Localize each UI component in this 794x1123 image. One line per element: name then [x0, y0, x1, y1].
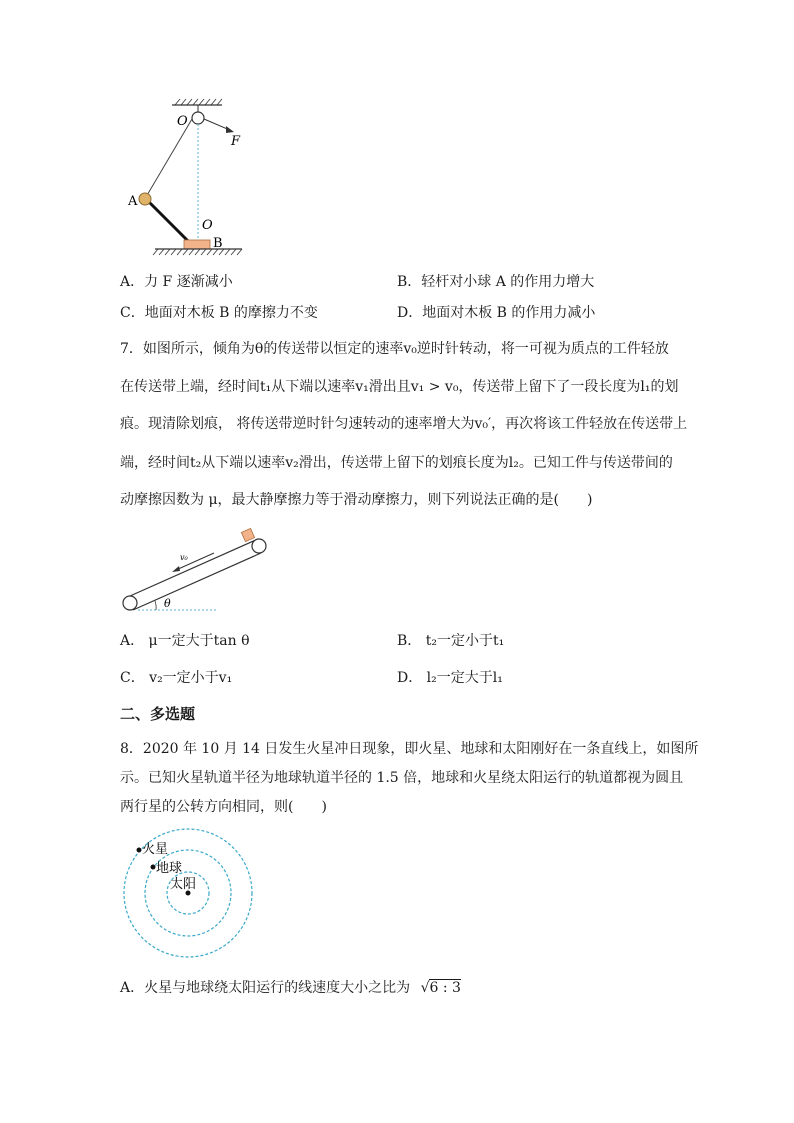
q8-line-2: 示。已知火星轨道半径为地球轨道半径的 1.5 倍，地球和火星绕太阳运行的轨道都视为圆且	[120, 770, 684, 786]
label-b: B	[213, 236, 223, 251]
q7-option-b: B． t₂一定小于t₁	[397, 633, 505, 649]
q7-line-3: 痕。现清除划痕， 将传送带逆时针匀速转动的速率增大为v₀′，再次将该工件轻放在传送带上	[120, 416, 688, 432]
mars-dot	[137, 848, 142, 853]
q6-option-a: A．力 F 逐渐减小	[120, 274, 233, 290]
q7-line-1: 7．如图所示，倾角为θ的传送带以恒定的速率v₀逆时针转动，将一可视为质点的工件轻放	[120, 341, 669, 357]
q6-option-d: D．地面对木板 B 的作用力减小	[397, 305, 596, 321]
q7-line-4: 端，经时间t₂从下端以速率v₂滑出，传送带上留下的划痕长度为l₂。已知工件与传送带间的	[120, 455, 673, 471]
label-o-mid: O	[202, 218, 213, 233]
label-a: A	[128, 194, 138, 209]
label-earth: 地球	[156, 861, 183, 876]
conveyor-belt-figure	[118, 528, 278, 616]
label-o-top: O	[177, 114, 188, 129]
label-f: F	[231, 134, 241, 149]
q8-line-1: 8．2020 年 10 月 14 日发生火星冲日现象，即火星、地球和太阳刚好在一条直线上，如图所	[120, 741, 699, 757]
label-theta: θ	[164, 597, 171, 610]
label-sun: 太阳	[170, 877, 197, 892]
q7-option-c: C． v₂一定小于v₁	[120, 670, 233, 686]
section-heading-multi-choice: 二、多选题	[120, 705, 196, 723]
earth-dot	[151, 865, 156, 870]
q7-option-d: D． l₂一定大于l₁	[397, 670, 503, 686]
q8-option-a-text: A．火星与地球绕太阳运行的线速度大小之比为	[120, 980, 411, 996]
q7-line-2: 在传送带上端，经时间t₁从下端以速率v₁滑出且v₁ > v₀，传送带上留下了一段长度为l₁的划	[120, 379, 679, 395]
q8-line-3: 两行星的公转方向相同，则( )	[120, 799, 327, 815]
orbits-figure	[120, 828, 260, 963]
q8-option-a	[120, 977, 461, 997]
sqrt-sign: √	[420, 980, 430, 996]
label-mars: 火星	[142, 842, 169, 857]
q6-option-b: B．轻杆对小球 A 的作用力增大	[397, 274, 595, 290]
q7-option-a: A． μ一定大于tan θ	[120, 633, 250, 649]
q8-option-a-math: 6 : 3	[429, 980, 461, 996]
q7-line-5: 动摩擦因数为 μ，最大静摩擦力等于滑动摩擦力，则下列说法正确的是( )	[120, 492, 593, 508]
q6-option-c: C．地面对木板 B 的摩擦力不变	[120, 305, 318, 321]
pulley-rod-figure	[120, 95, 270, 260]
label-v0: v₀	[180, 553, 188, 562]
